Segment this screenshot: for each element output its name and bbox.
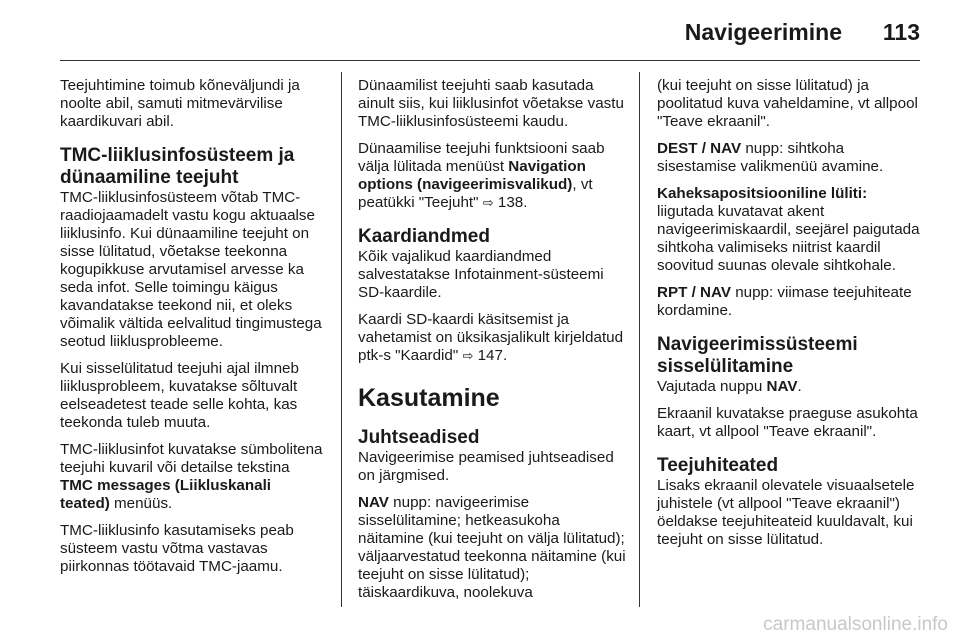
- paragraph: (kui teejuht on sisse lülitatud) ja poolitatud kuva vaheldamine, vt allpool "Teave ekraanil".: [657, 77, 918, 130]
- reference-arrow-icon: ⇨: [462, 348, 474, 363]
- paragraph: TMC-liiklusinfosüsteem võtab TMC-raadiojaamadelt vastu kogu aktuaalse liiklusinfo. Kui dünaamiline teejuht on sisse lülitatud, võetakse teekonna kogupikkuse arvutamisel arvesse ka seda infot. Selle toimingu käigus kavandatakse teekond nii, et oleks võimalik vältida eelvalitud tingimustega seotud liiklusprobleeme.: [60, 189, 322, 350]
- section-heading-tmc: TMC-liiklusinfosüsteem ja dünaamiline teejuht: [60, 145, 295, 188]
- paragraph: Ekraanil kuvatakse praeguse asukohta kaart, vt allpool "Teave ekraanil".: [657, 405, 918, 440]
- paragraph: Vajutada nuppu NAV.: [657, 378, 802, 395]
- section-heading-kaardiandmed: Kaardiandmed: [358, 226, 490, 247]
- chapter-heading-kasutamine: Kasutamine: [358, 384, 500, 412]
- paragraph: Kõik vajalikud kaardiandmed salvestatakse Infotainment-süsteemi SD-kaardile.: [358, 248, 604, 301]
- paragraph: TMC-liiklusinfot kuvatakse sümbolitena teejuhi kuvaril või detailse tekstina TMC messages (Liikluskanali teated) menüüs.: [60, 441, 323, 512]
- chapter-title: Navigeerimine: [684, 19, 842, 45]
- column-divider-2: [639, 72, 640, 607]
- column-3: [657, 77, 927, 558]
- paragraph: Dünaamilist teejuhti saab kasutada ainult siis, kui liiklusinfot võetakse vastu TMC-liiklusinfosüsteemi kaudu.: [358, 77, 624, 130]
- menu-name: Navigation options (navigeerimisvalikud): [358, 158, 586, 193]
- paragraph: Lisaks ekraanil olevatele visuaalsetele juhistele (vt allpool "Teave ekraanil") öeldakse teejuhiteateid kuuldavalt, kui teejuht on sisse lülitatud.: [657, 477, 915, 548]
- paragraph: TMC-liiklusinfo kasutamiseks peab süsteem vastu võtma vastavas piirkonnas töötavaid TMC-jaamu.: [60, 522, 294, 575]
- section-heading-juhtseadised: Juhtseadised: [358, 427, 480, 448]
- paragraph: Kaardi SD-kaardi käsitsemist ja vahetamist on üksikasjalikult kirjeldatud ptk-s "Kaardid" ⇨ 147.: [358, 311, 624, 364]
- button-name: NAV: [766, 378, 798, 395]
- column-divider-1: [341, 72, 342, 607]
- paragraph: Kui sisselülitatud teejuhi ajal ilmneb liiklusprobleem, kuvatakse sõltuvalt eelseadetest teade selle kohta, kas teekonda tuleb muuta.: [60, 360, 299, 431]
- column-1: [60, 77, 325, 585]
- section-heading-teejuhiteated: Teejuhiteated: [657, 455, 779, 476]
- button-name: NAV: [358, 494, 389, 511]
- paragraph: RPT / NAV nupp: viimase teejuhiteate kordamine.: [657, 284, 912, 319]
- reference-arrow-icon: ⇨: [482, 195, 494, 210]
- header-divider: [60, 60, 920, 61]
- section-heading-sisselulitamine: Navigeerimissüsteemi sisselülitamine: [657, 334, 858, 377]
- button-name: RPT / NAV: [657, 284, 731, 301]
- paragraph: Teejuhtimine toimub kõneväljundi ja noolte abil, samuti mitmevärvilise kaardikuvari abil.: [60, 77, 300, 130]
- paragraph: NAV nupp: navigeerimise sisselülitamine; hetkeasukoha näitamine (kui teejuht on välja lülitatud); väljaarvestatud teekonna näitamine (kui teejuht on sisse lülitatud); täiskaardikuva, noolekuva: [358, 494, 626, 601]
- column-2: [358, 77, 626, 611]
- menu-name: TMC messages (Liikluskanali teated): [60, 477, 272, 512]
- paragraph: Navigeerimise peamised juhtseadised on järgmised.: [358, 449, 614, 484]
- button-name: DEST / NAV: [657, 140, 742, 157]
- watermark: carmanualsonline.info: [763, 614, 948, 635]
- page-number: 113: [882, 19, 920, 45]
- paragraph: DEST / NAV nupp: sihtkoha sisestamise valikmenüü avamine.: [657, 140, 884, 175]
- page-header: [0, 0, 960, 56]
- control-name: Kaheksapositsiooniline lüliti:: [657, 185, 868, 202]
- paragraph: Dünaamilise teejuhi funktsiooni saab välja lülitada menüüst Navigation options (navigeerimisvalikud), vt peatükki "Teejuht" ⇨ 138.: [358, 140, 605, 211]
- paragraph: Kaheksapositsiooniline lüliti: liigutada kuvatavat akent navigeerimiskaardil, seejärel paigutada sihtkoha valimiseks niitrist kaardil soovitud suunas olevale sihtkohale.: [657, 185, 920, 274]
